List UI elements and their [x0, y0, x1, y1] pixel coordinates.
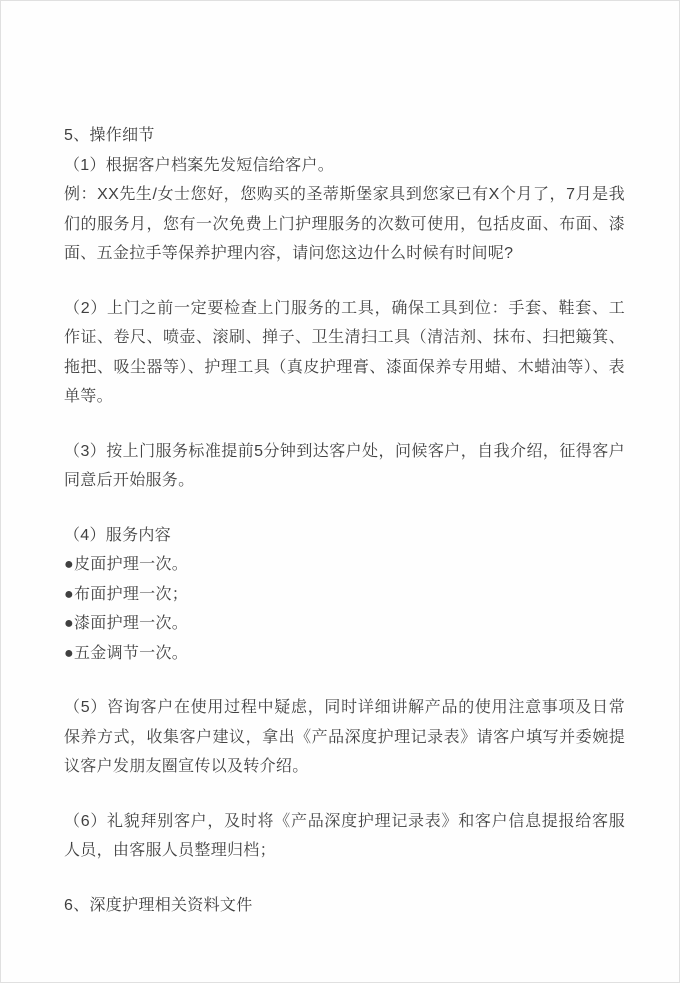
paragraph-step-5-consult: （5）咨询客户在使用过程中疑虑，同时详细讲解产品的使用注意事项及日常保养方式，收集客户建议，拿出《产品深度护理记录表》请客户填写并委婉提议客户发朋友圈宣传以及转介绍。: [64, 699, 625, 775]
paragraph-step-4-block: [64, 521, 625, 669]
section-5-heading: 5、操作细节: [64, 127, 155, 144]
paragraph-step-4-service-content: （4）服务内容: [64, 526, 171, 544]
paragraph-step-2-tools-check: （2）上门之前一定要检查上门服务的工具，确保工具到位：手套、鞋套、工作证、卷尺、喷壶、滚刷、掸子、卫生清扫工具（清洁剂、抹布、扫把簸箕、拖把、吸尘器等）、护理工具（真皮护理膏、漆面保养专用蜡、木蜡油等）、表单等。: [64, 299, 625, 405]
paragraph-step-6-block: [64, 807, 625, 866]
bullet-item-hardware-adjust: ●五金调节一次。: [64, 644, 189, 662]
paragraph-step-3-block: [64, 437, 625, 496]
paragraph-step-1: （1）根据客户档案先发短信给客户。: [64, 156, 334, 174]
section-5-intro: [64, 121, 625, 269]
section-6-heading: 6、深度护理相关资料文件: [64, 896, 253, 914]
document-body: [1, 1, 679, 920]
paragraph-step-5-block: [64, 693, 625, 782]
paragraph-step-2-block: [64, 294, 625, 412]
paragraph-step-3-arrival: （3）按上门服务标准提前5分钟到达客户处，问候客户，自我介绍，征得客户同意后开始服务。: [64, 442, 625, 489]
paragraph-step-1-example-sms: 例：XX先生/女士您好，您购买的圣蒂斯堡家具到您家已有X个月了，7月是我们的服务月，您有一次免费上门护理服务的次数可使用，包括皮面、布面、漆面、五金拉手等保养护理内容，请问您这边什么时候有时间呢?: [64, 186, 625, 262]
bullet-item-paint-care: ●漆面护理一次。: [64, 615, 189, 632]
paragraph-step-6-farewell: （6）礼貌拜别客户，及时将《产品深度护理记录表》和客户信息提报给客服人员，由客服人员整理归档；: [64, 812, 625, 859]
section-6-block: [64, 891, 625, 921]
bullet-item-fabric-care: ●布面护理一次；: [64, 585, 189, 603]
bullet-item-leather-care: ●皮面护理一次。: [64, 556, 189, 573]
